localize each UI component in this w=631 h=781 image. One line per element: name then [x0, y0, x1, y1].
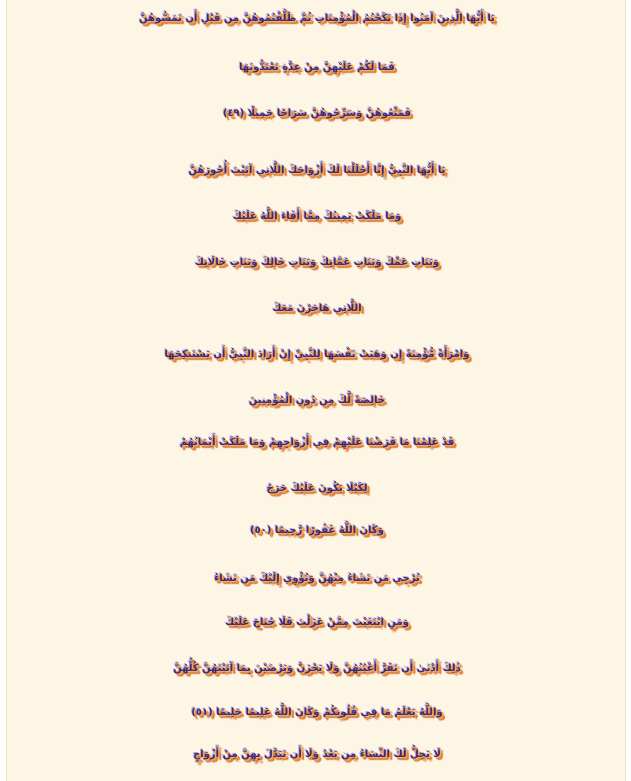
verse-line: وَاللَّهُ يَعْلَمُ مَا فِي قُلُوبِكُمْ وَكَانَ اللَّهُ عَلِيمًا حَلِيمًا (٥١) — [191, 707, 443, 718]
verse-line: وَامْرَأَةً مُّؤْمِنَةً إِن وَهَبَتْ نَفْسَهَا لِلنَّبِيِّ إِنْ أَرَادَ النَّبِيُّ أَن يَسْتَنكِحَهَا — [164, 349, 470, 360]
verse-line: وَبَنَاتِ عَمِّكَ وَبَنَاتِ عَمَّاتِكَ وَبَنَاتِ خَالِكَ وَبَنَاتِ خَالَاتِكَ — [194, 257, 440, 268]
verse-line: لِكَيْلَا يَكُونَ عَلَيْكَ حَرَجٌ — [266, 483, 368, 494]
verse-line: اللَّاتِي هَاجَرْنَ مَعَكَ — [272, 303, 362, 314]
verse-line: فَمَا لَكُمْ عَلَيْهِنَّ مِنْ عِدَّةٍ تَعْتَدُّونَهَا — [239, 62, 395, 73]
verse-line: تُرْجِي مَن تَشَاءُ مِنْهُنَّ وَتُؤْوِي إِلَيْكَ مَن تَشَاءُ — [214, 573, 420, 584]
verse-line: لَا يَحِلُّ لَكَ النِّسَاءُ مِن بَعْدُ وَلَا أَن تَبَدَّلَ بِهِنَّ مِنْ أَزْوَاجٍ — [193, 749, 441, 760]
verse-line: قَدْ عَلِمْنَا مَا فَرَضْنَا عَلَيْهِمْ فِي أَزْوَاجِهِمْ وَمَا مَلَكَتْ أَيْمَانُهُمْ — [179, 437, 455, 448]
verse-line: ذَٰلِكَ أَدْنَىٰ أَن تَقَرَّ أَعْيُنُهُنَّ وَلَا يَحْزَنَّ وَيَرْضَيْنَ بِمَا آتَيْتَهُنَّ كُلُّهُنَّ — [173, 663, 461, 674]
verse-line: وَمَنِ ابْتَغَيْتَ مِمَّنْ عَزَلْتَ فَلَا جُنَاحَ عَلَيْكَ — [225, 617, 409, 628]
verse-line: يَا أَيُّهَا الَّذِينَ آمَنُوا إِذَا نَكَحْتُمُ الْمُؤْمِنَاتِ ثُمَّ طَلَّقْتُمُوهُنَّ مِن قَبْلِ أَن تَمَسُّوهُنَّ — [139, 13, 495, 24]
verse-line: خَالِصَةً لَّكَ مِن دُونِ الْمُؤْمِنِينَ — [248, 395, 386, 406]
verse-line: وَكَانَ اللَّهُ غَفُورًا رَّحِيمًا (٥٠) — [250, 525, 384, 536]
verse-line: يَا أَيُّهَا النَّبِيُّ إِنَّا أَحْلَلْنَا لَكَ أَزْوَاجَكَ اللَّاتِي آتَيْتَ أُجُورَهُنَّ — [188, 165, 446, 176]
page — [6, 0, 626, 781]
verse-line: وَمَا مَلَكَتْ يَمِينُكَ مِمَّا أَفَاءَ اللَّهُ عَلَيْكَ — [232, 211, 402, 222]
verse-line: فَمَتِّعُوهُنَّ وَسَرِّحُوهُنَّ سَرَاحًا جَمِيلًا (٤٩) — [222, 108, 412, 119]
